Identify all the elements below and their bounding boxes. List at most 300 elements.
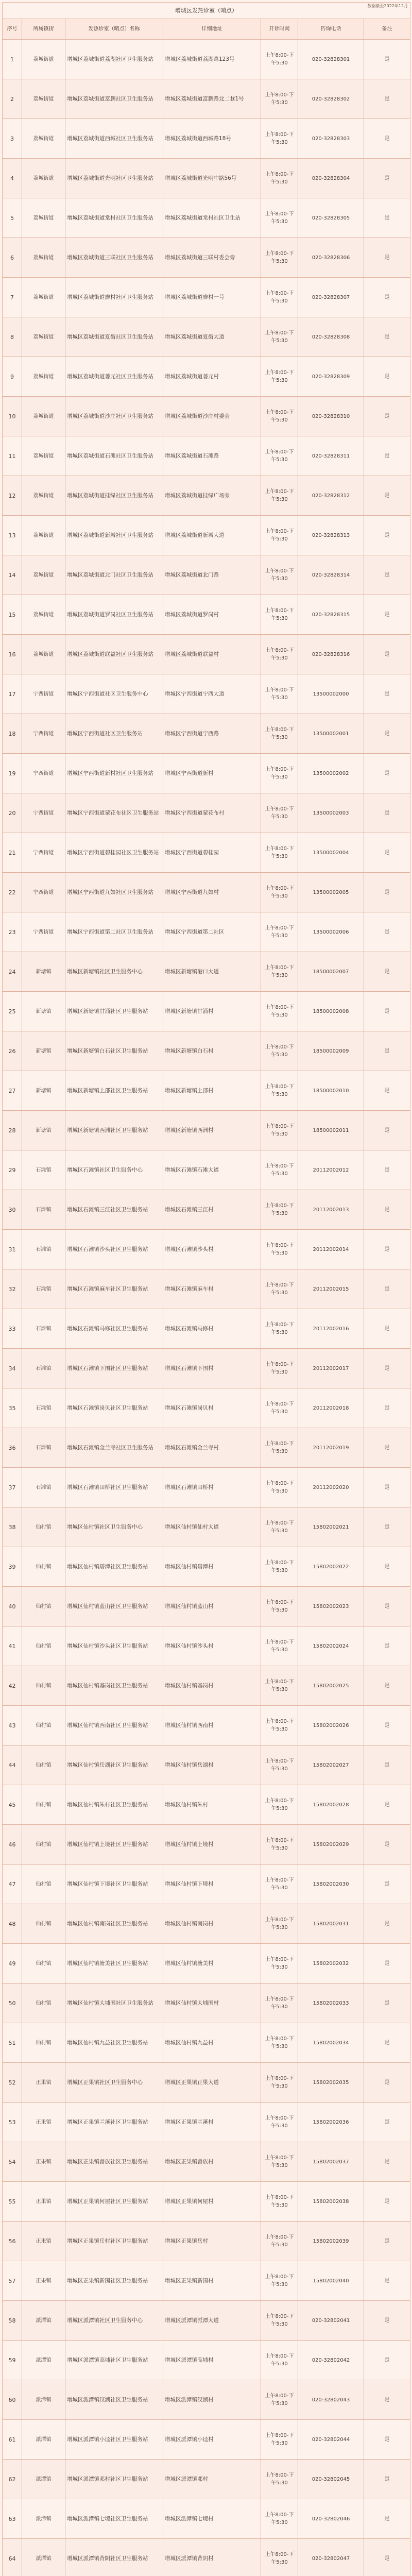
title-cell	[3, 3, 410, 19]
cell-address: 增城区派潭镇背阴村	[163, 2539, 261, 2576]
cell-phone: 18500002011	[298, 1111, 364, 1150]
cell-phone: 18500002007	[298, 952, 364, 992]
cell-street: 荔城街道	[22, 595, 65, 635]
cell-no: 29	[3, 1150, 22, 1190]
cell-no: 63	[3, 2499, 22, 2539]
cell-note: 是	[364, 2063, 410, 2103]
cell-no: 60	[3, 2380, 22, 2420]
cell-no: 26	[3, 1031, 22, 1071]
cell-note: 是	[364, 159, 410, 198]
cell-address: 增城区正果镇畲族村	[163, 2142, 261, 2182]
cell-name: 增城区正果镇畲族社区卫生服务站	[65, 2142, 163, 2182]
cell-name: 增城区宁西街道新村社区卫生服务站	[65, 754, 163, 793]
cell-street: 宁西街道	[22, 793, 65, 833]
table-row	[3, 1230, 410, 1269]
cell-no: 51	[3, 2023, 22, 2063]
table-row	[3, 1031, 410, 1071]
cell-note: 是	[364, 317, 410, 357]
header-address: 详细地址	[163, 19, 261, 40]
cell-hours: 上午8:00-下午5:30	[261, 357, 298, 397]
cell-note: 是	[364, 238, 410, 278]
cell-street: 仙村镇	[22, 1666, 65, 1706]
cell-no: 50	[3, 1984, 22, 2023]
cell-note: 是	[364, 476, 410, 516]
cell-note: 是	[364, 1825, 410, 1865]
cell-hours: 上午8:00-下午5:30	[261, 1587, 298, 1626]
cell-hours: 上午8:00-下午5:30	[261, 1507, 298, 1547]
cell-hours: 上午8:00-下午5:30	[261, 2341, 298, 2380]
cell-hours: 上午8:00-下午5:30	[261, 1785, 298, 1825]
cell-street: 荔城街道	[22, 555, 65, 595]
cell-phone: 020-32802041	[298, 2301, 364, 2341]
cell-name: 增城区荔城街道荔湖社区卫生服务站	[65, 40, 163, 79]
header-row	[3, 19, 410, 40]
cell-no: 45	[3, 1785, 22, 1825]
cell-note: 是	[364, 1428, 410, 1468]
header-street: 所属镇街	[22, 19, 65, 40]
cell-no: 15	[3, 595, 22, 635]
cell-phone: 20112002013	[298, 1190, 364, 1230]
cell-name: 增城区荔城街道富鹏社区卫生服务站	[65, 79, 163, 119]
cell-street: 正果镇	[22, 2142, 65, 2182]
cell-name: 增城区新塘镇西洲社区卫生服务站	[65, 1111, 163, 1150]
cell-address: 增城区正果镇岳村	[163, 2222, 261, 2261]
table-row	[3, 2420, 410, 2460]
cell-address: 增城区荔城街道荔湖路123号	[163, 40, 261, 79]
cell-no: 35	[3, 1388, 22, 1428]
cell-hours: 上午8:00-下午5:30	[261, 1428, 298, 1468]
cell-address: 增城区荔城街道西城路18号	[163, 119, 261, 159]
cell-phone: 020-32802045	[298, 2460, 364, 2499]
cell-address: 增城区宁西街道九如村	[163, 873, 261, 912]
cell-address: 增城区荔城街道新城大道	[163, 516, 261, 555]
cell-hours: 上午8:00-下午5:30	[261, 1626, 298, 1666]
table-row	[3, 793, 410, 833]
cell-note: 是	[364, 1388, 410, 1428]
cell-hours: 上午8:00-下午5:30	[261, 754, 298, 793]
cell-note: 是	[364, 2341, 410, 2380]
table-row	[3, 1349, 410, 1388]
cell-note: 是	[364, 1745, 410, 1785]
cell-note: 是	[364, 2222, 410, 2261]
cell-no: 56	[3, 2222, 22, 2261]
cell-address: 增城区仙村镇大埔围村	[163, 1984, 261, 2023]
cell-address: 增城区荔城街道三联村委会旁	[163, 238, 261, 278]
cell-no: 40	[3, 1587, 22, 1626]
cell-hours: 上午8:00-下午5:30	[261, 278, 298, 317]
cell-phone: 15802002030	[298, 1865, 364, 1904]
cell-phone: 13500002002	[298, 754, 364, 793]
cell-address: 增城区石滩镇下围村	[163, 1349, 261, 1388]
cell-street: 派潭镇	[22, 2380, 65, 2420]
cell-note: 是	[364, 992, 410, 1031]
table-row	[3, 754, 410, 793]
cell-address: 增城区荔城街道蒌元村	[163, 357, 261, 397]
cell-no: 59	[3, 2341, 22, 2380]
cell-note: 是	[364, 754, 410, 793]
cell-name: 增城区荔城街道廖村社区卫生服务站	[65, 278, 163, 317]
cell-street: 仙村镇	[22, 1626, 65, 1666]
cell-address: 增城区新塘镇西洲村	[163, 1111, 261, 1150]
cell-street: 派潭镇	[22, 2460, 65, 2499]
title-row	[3, 3, 410, 19]
cell-hours: 上午8:00-下午5:30	[261, 198, 298, 238]
cell-phone: 15802002032	[298, 1944, 364, 1984]
cell-phone: 020-32828311	[298, 436, 364, 476]
header-note: 备注	[364, 19, 410, 40]
cell-address: 增城区石滩镇沙头村	[163, 1230, 261, 1269]
cell-phone: 020-32828305	[298, 198, 364, 238]
cell-address: 增城区宁西街道蒙花布村	[163, 793, 261, 833]
cell-no: 57	[3, 2261, 22, 2301]
clinic-table	[2, 2, 410, 2576]
table-row	[3, 1626, 410, 1666]
cell-no: 28	[3, 1111, 22, 1150]
cell-name: 增城区仙村镇基岗社区卫生服务站	[65, 1666, 163, 1706]
cell-note: 是	[364, 1309, 410, 1349]
cell-note: 是	[364, 1150, 410, 1190]
cell-address: 增城区石滩镇田桥村	[163, 1468, 261, 1507]
cell-address: 增城区仙村镇西南村	[163, 1706, 261, 1745]
cell-hours: 上午8:00-下午5:30	[261, 833, 298, 873]
cell-no: 7	[3, 278, 22, 317]
cell-phone: 15802002040	[298, 2261, 364, 2301]
cell-address: 增城区宁西街道碧桂园	[163, 833, 261, 873]
cell-no: 38	[3, 1507, 22, 1547]
cell-phone: 18500002010	[298, 1071, 364, 1111]
cell-hours: 上午8:00-下午5:30	[261, 1865, 298, 1904]
cell-note: 是	[364, 595, 410, 635]
cell-phone: 13500002006	[298, 912, 364, 952]
cell-no: 58	[3, 2301, 22, 2341]
table-row	[3, 1507, 410, 1547]
cell-no: 23	[3, 912, 22, 952]
cell-name: 增城区派潭镇七境社区卫生服务站	[65, 2499, 163, 2539]
table-row	[3, 1785, 410, 1825]
cell-name: 增城区新塘镇甘涌社区卫生服务站	[65, 992, 163, 1031]
table-row	[3, 714, 410, 754]
cell-street: 正果镇	[22, 2222, 65, 2261]
cell-no: 1	[3, 40, 22, 79]
cell-address: 增城区荔城街道联益村	[163, 635, 261, 674]
cell-hours: 上午8:00-下午5:30	[261, 1825, 298, 1865]
cell-street: 荔城街道	[22, 635, 65, 674]
table-row	[3, 2023, 410, 2063]
cell-note: 是	[364, 1269, 410, 1309]
cell-street: 仙村镇	[22, 1547, 65, 1587]
cell-name: 增城区荔城街道罗岗社区卫生服务站	[65, 595, 163, 635]
cell-address: 增城区石滩镇石滩大道	[163, 1150, 261, 1190]
cell-address: 增城区荔城街道棠村社区卫生站	[163, 198, 261, 238]
cell-phone: 15802002025	[298, 1666, 364, 1706]
cell-hours: 上午8:00-下午5:30	[261, 40, 298, 79]
table-row	[3, 1825, 410, 1865]
cell-note: 是	[364, 1507, 410, 1547]
cell-no: 24	[3, 952, 22, 992]
cell-phone: 020-32802042	[298, 2341, 364, 2380]
cell-phone: 15802002023	[298, 1587, 364, 1626]
cell-address: 增城区荔城街道沙庄村委会	[163, 397, 261, 436]
cell-name: 增城区荔城街道西城社区卫生服务站	[65, 119, 163, 159]
cell-phone: 020-32828306	[298, 238, 364, 278]
cell-no: 49	[3, 1944, 22, 1984]
cell-note: 是	[364, 635, 410, 674]
cell-note: 是	[364, 1865, 410, 1904]
cell-hours: 上午8:00-下午5:30	[261, 1349, 298, 1388]
cell-no: 43	[3, 1706, 22, 1745]
cell-street: 仙村镇	[22, 1825, 65, 1865]
cell-hours: 上午8:00-下午5:30	[261, 635, 298, 674]
cell-street: 荔城街道	[22, 238, 65, 278]
cell-phone: 020-32828312	[298, 476, 364, 516]
cell-note: 是	[364, 714, 410, 754]
cell-phone: 15802002031	[298, 1904, 364, 1944]
table-row	[3, 2063, 410, 2103]
cell-address: 增城区仙村镇碧潭村	[163, 1547, 261, 1587]
cell-note: 是	[364, 555, 410, 595]
cell-hours: 上午8:00-下午5:30	[261, 2539, 298, 2576]
cell-note: 是	[364, 278, 410, 317]
table-row	[3, 1428, 410, 1468]
cell-street: 派潭镇	[22, 2301, 65, 2341]
cell-hours: 上午8:00-下午5:30	[261, 1111, 298, 1150]
cell-note: 是	[364, 40, 410, 79]
cell-phone: 13500002001	[298, 714, 364, 754]
table-row	[3, 1190, 410, 1230]
cell-no: 39	[3, 1547, 22, 1587]
table-row	[3, 79, 410, 119]
cell-no: 32	[3, 1269, 22, 1309]
table-row	[3, 1111, 410, 1150]
cell-hours: 上午8:00-下午5:30	[261, 436, 298, 476]
table-row	[3, 2380, 410, 2420]
cell-phone: 18500002009	[298, 1031, 364, 1071]
cell-phone: 020-32828313	[298, 516, 364, 555]
cell-name: 增城区石滩镇沙头社区卫生服务站	[65, 1230, 163, 1269]
cell-no: 27	[3, 1071, 22, 1111]
cell-note: 是	[364, 2380, 410, 2420]
cell-street: 荔城街道	[22, 476, 65, 516]
table-row	[3, 2182, 410, 2222]
cell-note: 是	[364, 2301, 410, 2341]
cell-phone: 18500002008	[298, 992, 364, 1031]
cell-no: 21	[3, 833, 22, 873]
cell-street: 仙村镇	[22, 1944, 65, 1984]
cell-hours: 上午8:00-下午5:30	[261, 793, 298, 833]
table-row	[3, 555, 410, 595]
cell-street: 仙村镇	[22, 1507, 65, 1547]
cell-name: 增城区正果镇岳村社区卫生服务站	[65, 2222, 163, 2261]
table-row	[3, 2103, 410, 2142]
cell-hours: 上午8:00-下午5:30	[261, 1666, 298, 1706]
cell-address: 增城区荔城街道北门路	[163, 555, 261, 595]
cell-phone: 020-32828304	[298, 159, 364, 198]
cell-phone: 020-32828316	[298, 635, 364, 674]
cell-phone: 20112002016	[298, 1309, 364, 1349]
cell-street: 石滩镇	[22, 1468, 65, 1507]
cell-hours: 上午8:00-下午5:30	[261, 2222, 298, 2261]
cell-no: 25	[3, 992, 22, 1031]
cell-address: 增城区仙村镇蓝山村	[163, 1587, 261, 1626]
cell-name: 增城区正果镇社区卫生服务中心	[65, 2063, 163, 2103]
cell-hours: 上午8:00-下午5:30	[261, 1190, 298, 1230]
cell-address: 增城区派潭镇邓村	[163, 2460, 261, 2499]
cell-no: 10	[3, 397, 22, 436]
cell-name: 增城区荔城街道夏街社区卫生服务站	[65, 317, 163, 357]
table-row	[3, 2539, 410, 2576]
cell-name: 增城区仙村镇沙头社区卫生服务站	[65, 1626, 163, 1666]
cell-no: 13	[3, 516, 22, 555]
cell-address: 增城区正果镇正果大道	[163, 2063, 261, 2103]
table-row	[3, 2261, 410, 2301]
cell-street: 仙村镇	[22, 1984, 65, 2023]
table-row	[3, 198, 410, 238]
cell-phone: 20112002017	[298, 1349, 364, 1388]
cell-no: 5	[3, 198, 22, 238]
cell-address: 增城区荔城街道光明中路56号	[163, 159, 261, 198]
cell-note: 是	[364, 397, 410, 436]
cell-note: 是	[364, 1111, 410, 1150]
cell-street: 荔城街道	[22, 278, 65, 317]
cell-hours: 上午8:00-下午5:30	[261, 2261, 298, 2301]
cell-name: 增城区石滩镇麻车社区卫生服务站	[65, 1269, 163, 1309]
cell-note: 是	[364, 1944, 410, 1984]
cell-phone: 15802002029	[298, 1825, 364, 1865]
cell-street: 石滩镇	[22, 1349, 65, 1388]
cell-hours: 上午8:00-下午5:30	[261, 238, 298, 278]
table-row	[3, 476, 410, 516]
cell-hours: 上午8:00-下午5:30	[261, 912, 298, 952]
cell-phone: 020-32828308	[298, 317, 364, 357]
cell-note: 是	[364, 1071, 410, 1111]
cell-street: 新塘镇	[22, 952, 65, 992]
cell-street: 宁西街道	[22, 833, 65, 873]
cell-street: 荔城街道	[22, 40, 65, 79]
cell-street: 仙村镇	[22, 1904, 65, 1944]
cell-no: 47	[3, 1865, 22, 1904]
cell-hours: 上午8:00-下午5:30	[261, 2460, 298, 2499]
cell-no: 22	[3, 873, 22, 912]
cell-name: 增城区荔城街道北门社区卫生服务站	[65, 555, 163, 595]
cell-address: 增城区仙村镇岳湖村	[163, 1745, 261, 1785]
cell-name: 增城区荔城街道挂绿社区卫生服务站	[65, 476, 163, 516]
cell-hours: 上午8:00-下午5:30	[261, 952, 298, 992]
cell-phone: 15802002027	[298, 1745, 364, 1785]
header-hours: 开诊时间	[261, 19, 298, 40]
cell-address: 增城区石滩镇马修村	[163, 1309, 261, 1349]
cell-street: 新塘镇	[22, 1031, 65, 1071]
cell-no: 46	[3, 1825, 22, 1865]
cell-street: 宁西街道	[22, 674, 65, 714]
cell-name: 增城区新塘镇上邵社区卫生服务站	[65, 1071, 163, 1111]
table-row	[3, 2222, 410, 2261]
cell-note: 是	[364, 1230, 410, 1269]
table-row	[3, 1547, 410, 1587]
table-row	[3, 2499, 410, 2539]
cell-name: 增城区荔城街道棠村社区卫生服务站	[65, 198, 163, 238]
cell-street: 荔城街道	[22, 397, 65, 436]
date-stamp: 数据截至2022年12月	[367, 4, 408, 8]
cell-no: 4	[3, 159, 22, 198]
table-row	[3, 1468, 410, 1507]
cell-name: 增城区派潭镇汉湖社区卫生服务站	[65, 2380, 163, 2420]
cell-no: 30	[3, 1190, 22, 1230]
cell-name: 增城区宁西街道社区卫生服务站	[65, 714, 163, 754]
cell-street: 荔城街道	[22, 357, 65, 397]
table-row	[3, 1269, 410, 1309]
cell-hours: 上午8:00-下午5:30	[261, 1706, 298, 1745]
cell-no: 37	[3, 1468, 22, 1507]
cell-no: 62	[3, 2460, 22, 2499]
cell-phone: 20112002015	[298, 1269, 364, 1309]
cell-phone: 15802002021	[298, 1507, 364, 1547]
cell-note: 是	[364, 1785, 410, 1825]
cell-street: 正果镇	[22, 2063, 65, 2103]
table-row	[3, 1865, 410, 1904]
cell-note: 是	[364, 2460, 410, 2499]
cell-name: 增城区荔城街道石滩社区卫生服务站	[65, 436, 163, 476]
cell-note: 是	[364, 436, 410, 476]
table-row	[3, 2301, 410, 2341]
cell-phone: 20112002012	[298, 1150, 364, 1190]
cell-note: 是	[364, 2261, 410, 2301]
cell-phone: 020-32828303	[298, 119, 364, 159]
table-row	[3, 1071, 410, 1111]
cell-phone: 15802002035	[298, 2063, 364, 2103]
cell-hours: 上午8:00-下午5:30	[261, 1944, 298, 1984]
cell-hours: 上午8:00-下午5:30	[261, 555, 298, 595]
cell-name: 增城区荔城街道沙庄社区卫生服务站	[65, 397, 163, 436]
table-row	[3, 238, 410, 278]
cell-no: 11	[3, 436, 22, 476]
cell-hours: 上午8:00-下午5:30	[261, 1071, 298, 1111]
cell-phone: 15802002038	[298, 2182, 364, 2222]
cell-hours: 上午8:00-下午5:30	[261, 873, 298, 912]
cell-note: 是	[364, 793, 410, 833]
cell-hours: 上午8:00-下午5:30	[261, 1468, 298, 1507]
table-row	[3, 1904, 410, 1944]
cell-hours: 上午8:00-下午5:30	[261, 2142, 298, 2182]
cell-hours: 上午8:00-下午5:30	[261, 2103, 298, 2142]
cell-note: 是	[364, 1031, 410, 1071]
table-row	[3, 635, 410, 674]
cell-name: 增城区仙村镇碧潭社区卫生服务站	[65, 1547, 163, 1587]
table-row	[3, 992, 410, 1031]
cell-name: 增城区荔城街道蒌元社区卫生服务站	[65, 357, 163, 397]
cell-address: 增城区宁西街道宁西大道	[163, 674, 261, 714]
cell-no: 44	[3, 1745, 22, 1785]
table-row	[3, 595, 410, 635]
cell-address: 增城区荔城街道廖村一号	[163, 278, 261, 317]
cell-hours: 上午8:00-下午5:30	[261, 674, 298, 714]
cell-address: 增城区宁西街道新村	[163, 754, 261, 793]
cell-hours: 上午8:00-下午5:30	[261, 714, 298, 754]
cell-name: 增城区正果镇兰溪社区卫生服务站	[65, 2103, 163, 2142]
cell-name: 增城区仙村镇社区卫生服务中心	[65, 1507, 163, 1547]
cell-address: 增城区仙村镇仙村大道	[163, 1507, 261, 1547]
cell-street: 石滩镇	[22, 1388, 65, 1428]
cell-street: 宁西街道	[22, 754, 65, 793]
table-row	[3, 516, 410, 555]
cell-street: 宁西街道	[22, 873, 65, 912]
cell-no: 64	[3, 2539, 22, 2576]
cell-phone: 020-32802044	[298, 2420, 364, 2460]
cell-name: 增城区仙村镇九益社区卫生服务站	[65, 2023, 163, 2063]
table-row	[3, 1666, 410, 1706]
cell-street: 石滩镇	[22, 1309, 65, 1349]
cell-name: 增城区仙村镇西南社区卫生服务站	[65, 1706, 163, 1745]
cell-hours: 上午8:00-下午5:30	[261, 2182, 298, 2222]
